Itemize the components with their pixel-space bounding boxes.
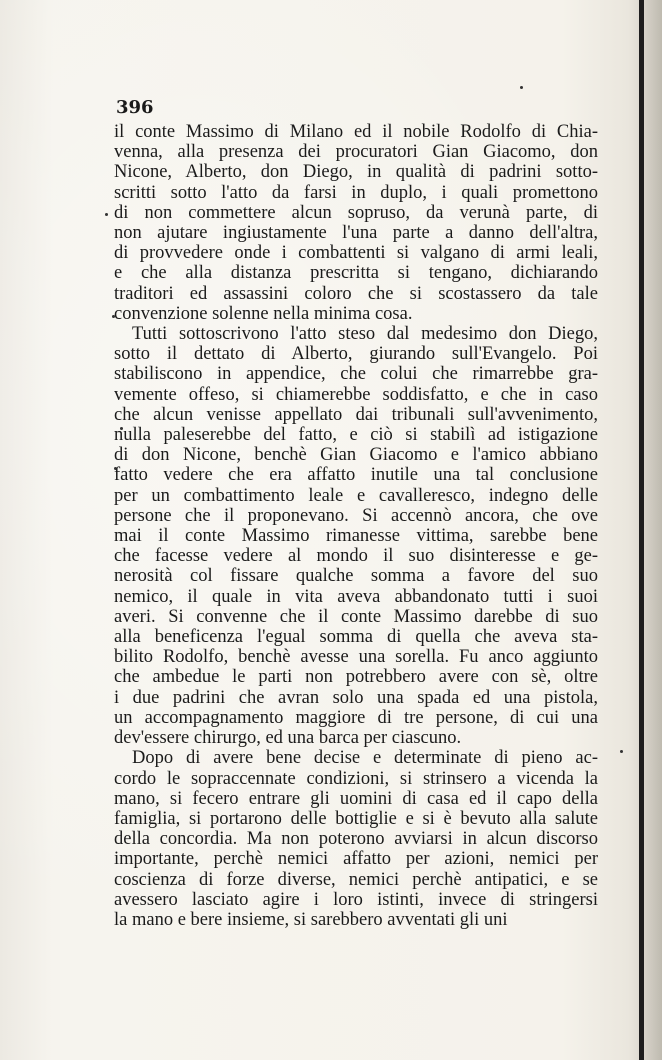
text-line: traditori ed assassini coloro che si scostassero da tale — [114, 283, 598, 304]
text-line: di provvedere onde i combattenti si valgano di armi leali, — [114, 243, 598, 264]
text-line: mano, si fecero entrare gli uomini di casa ed il capo della — [114, 788, 598, 809]
text-line: e che alla distanza prescritta si tengano, dichiarando — [114, 263, 598, 284]
text-line: coscienza di forze diverse, nemici perchè antipatici, e se — [114, 869, 598, 890]
text-line: alla beneficenza l'egual somma di quella che aveva sta- — [114, 627, 598, 648]
text-line: non ajutare ingiustamente l'una parte a danno dell'altra, — [114, 223, 598, 244]
text-line: mai il conte Massimo rimanesse vittima, sarebbe bene — [114, 526, 598, 547]
text-line: importante, perchè nemici affatto per azioni, nemici per — [114, 849, 598, 870]
text-line: nulla paleserebbe del fatto, e ciò si stabilì ad istigazione — [114, 425, 598, 446]
text-line: famiglia, si portarono delle bottiglie e si è bevuto alla salute — [114, 808, 598, 829]
text-line: i due padrini che avran solo una spada ed una pistola, — [114, 687, 598, 708]
paragraph — [114, 324, 598, 748]
text-line: di non commettere alcun sopruso, da verunà parte, di — [114, 202, 598, 223]
text-line: Dopo di avere bene decise e determinate di pieno ac- — [132, 748, 598, 769]
text-line: Nicone, Alberto, don Diego, in qualità di padrini sotto- — [114, 162, 598, 183]
text-line: stabiliscono in appendice, che colui che rimarrebbe gra- — [114, 364, 598, 385]
paragraph — [114, 122, 598, 324]
paper-speck — [520, 86, 523, 89]
text-line: scritti sotto l'atto da farsi in duplo, i quali promettono — [114, 182, 598, 203]
paper-speck — [105, 213, 108, 216]
text-line: convenzione solenne nella minima cosa. — [114, 303, 413, 324]
text-line: persone che il proponevano. Si accennò ancora, che ove — [114, 505, 598, 526]
binding-shadow — [628, 0, 662, 1060]
text-line: della concordia. Ma non poterono avviarsi in alcun discorso — [114, 829, 598, 850]
text-line: che ambedue le parti non potrebbero avere con sè, oltre — [114, 667, 598, 688]
text-line: fatto vedere che era affatto inutile una tal conclusione — [114, 465, 598, 486]
text-line: bilito Rodolfo, benchè avesse una sorella. Fu anco aggiunto — [114, 647, 598, 668]
paper-speck — [620, 750, 623, 753]
text-line: Tutti sottoscrivono l'atto steso dal medesimo don Diego, — [132, 324, 598, 345]
text-line: che alcun venisse appellato dai tribunali sull'avvenimento, — [114, 404, 598, 425]
text-line: nemico, il quale in vita aveva abbandonato tutti i suoi — [114, 586, 598, 607]
text-line: nerosità col fissare qualche somma a favore del suo — [114, 566, 598, 587]
page-number: 396 — [116, 97, 154, 118]
text-line: di don Nicone, benchè Gian Giacomo e l'amico abbiano — [114, 445, 598, 466]
text-line: cordo le sopraccennate condizioni, si strinsero a vicenda la — [114, 768, 598, 789]
body-text — [114, 122, 598, 930]
text-line: avessero lasciato agire i loro istinti, invece di stringersi — [114, 889, 598, 910]
text-line: il conte Massimo di Milano ed il nobile Rodolfo di Chia- — [114, 122, 598, 142]
text-line: che facesse vedere al mondo il suo disinteresse e ge- — [114, 546, 598, 567]
text-line: per un combattimento leale e cavalleresco, indegno delle — [114, 485, 598, 506]
text-line: sotto il dettato di Alberto, giurando sull'Evangelo. Poi — [114, 344, 598, 365]
text-line: un accompagnamento maggiore di tre persone, di cui una — [114, 707, 598, 728]
binding-edge — [639, 0, 644, 1060]
text-line: venna, alla presenza dei procuratori Gian Giacomo, don — [114, 142, 598, 163]
text-line: dev'essere chirurgo, ed una barca per ciascuno. — [114, 728, 462, 749]
paragraph — [114, 748, 598, 930]
text-line: vemente offeso, si chiamerebbe soddisfatto, e che in caso — [114, 384, 598, 405]
text-line: averi. Si convenne che il conte Massimo darebbe di suo — [114, 606, 598, 627]
text-line: la mano e bere insieme, si sarebbero avventati gli uni — [114, 909, 508, 930]
